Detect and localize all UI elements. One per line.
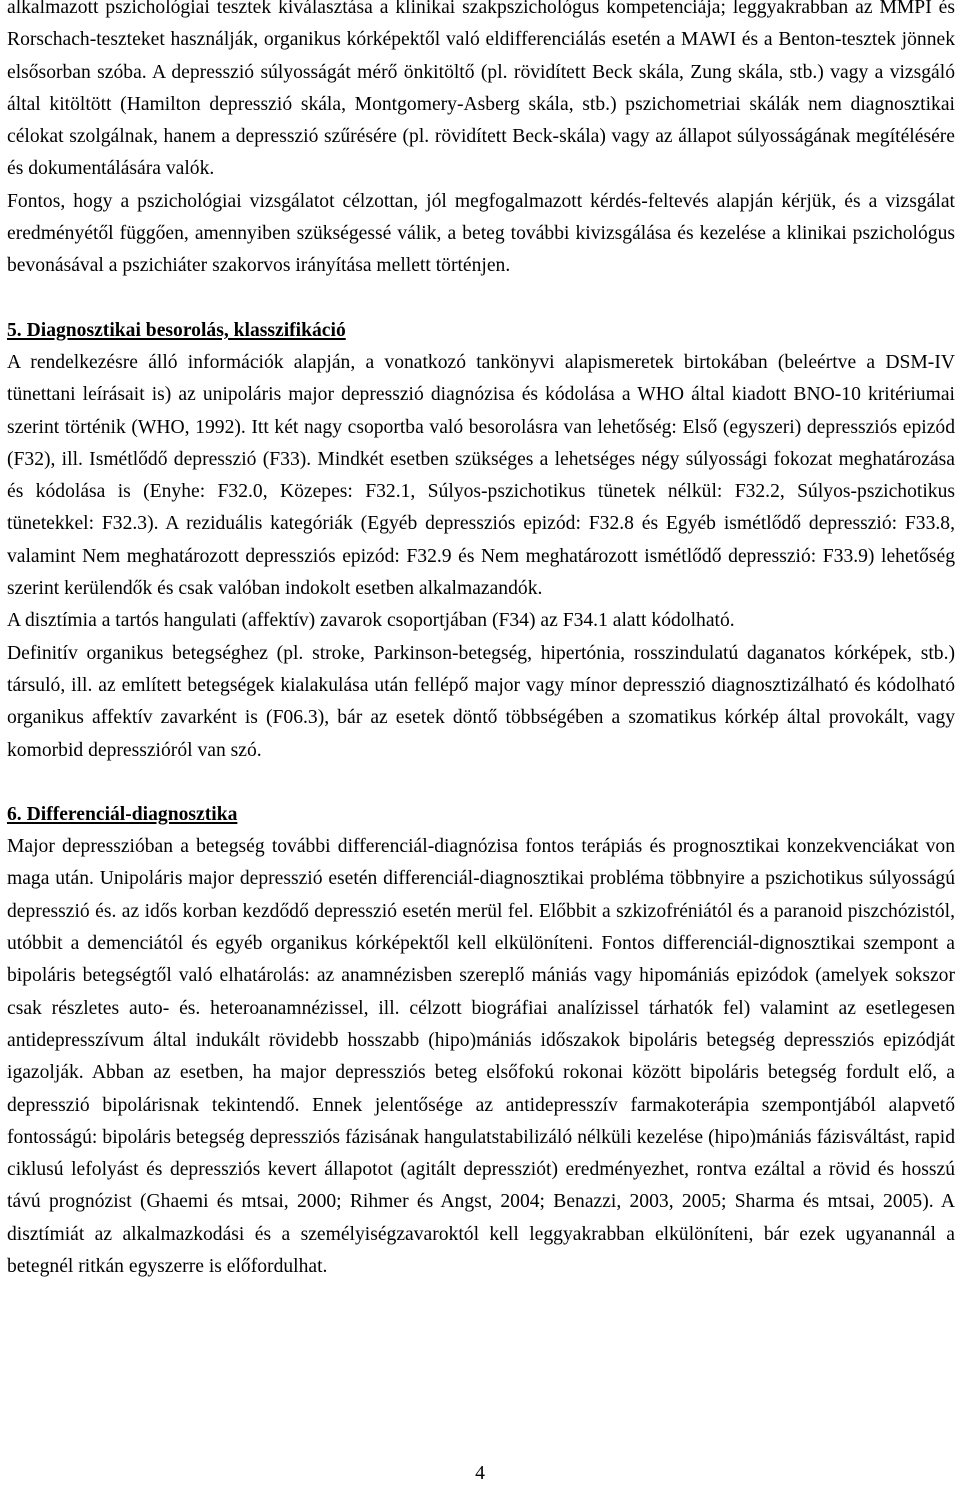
section-paragraph: Definitív organikus betegséghez (pl. stroke, Parkinson-betegség, hipertónia, rosszindulatú daganatos kórképek, stb.) társuló, ill. az említett betegségek kialakulása után fellépő major vagy mínor depresszió diagnosztizálható és kódolható organikus affektív zavarként is (F06.3), bár az esetek döntő többségében a szomatikus kórkép által provokált, vagy komorbid depresszióról van szó. xyxy=(7,642,955,761)
section-paragraph: Major depresszióban a betegség további differenciál-diagnózisa fontos terápiás és prognosztikai konzekvenciákat von maga után. Unipoláris major depresszió esetén differenciál-diagnosztikai probléma többnyire a pszichotikus súlyosságú depresszió és. az idős korban kezdődő depresszió esetén merül fel. Előbbit a szkizofréniától és a paranoid piszchózistól, utóbbit a demenciától és egyéb organikus kórképektől kell elkülöníteni. Fontos differenciál-dignosztikai szempont a bipoláris betegségtől való elhatárolás: az anamnézisben szereplő mániás vagy hipomániás epizódok (amelyek sokszor csak részletes auto- és. heteroanamnézissel, ill. célzott biográfiai analízissel tárhatók fel) valamint az esetlegesen antidepresszívum által indukált rövidebb hosszabb (hipo)mániás időszakok bipoláris betegség depressziós epizódját igazolják. Abban az esetben, ha major depressziós beteg elsőfokú rokonai között bipoláris betegség fordult elő, a depresszió bipolárisnak tekintendő. Ennek jelentősége az antidepresszív farmakoterápia szempontjából alapvető fontosságú: bipoláris betegség depressziós fázisának hangulatstabilizáló nélküli kezelése (hipo)mániás fázisváltást, rapid ciklusú lefolyást és depressziós kevert állapotot (agitált depressziót) eredményezhet, rontva ezáltal a rövid és hosszú távú prognózist (Ghaemi és mtsai, 2000; Rihmer és Angst, 2004; Benazzi, 2003, 2005; Sharma és mtsai, 2005). A disztímiát az alkalmazkodási és a személyiségzavaroktól kell leggyakrabban elkülöníteni, bár ezek ugyanannál a betegnél ritkán egyszerre is előfordulhat. xyxy=(7,836,955,1277)
intro-paragraph: alkalmazott pszichológiai tesztek kiválasztása a klinikai szakpszichológus kompetenciája; leggyakrabban az MMPI és Rorschach-teszteket használják, organikus kórképektől való eldifferenciálás esetén a MAWI és a Benton-tesztek jönnek elsősorban szóba. A depresszió súlyosságát mérő önkitöltő (pl. rövidített Beck skála, Zung skála, stb.) vagy a vizsgáló által kitöltött (Hamilton depresszió skála, Montgomery-Asberg skála, stb.) pszichometriai skálák nem diagnosztikai célokat szolgálnak, hanem a depresszió szűrésére (pl. rövidített Beck-skála) vagy az állapot súlyosságának megítélésére és dokumentálására valók. xyxy=(7,0,955,180)
section-heading: 6. Differenciál-diagnosztika xyxy=(7,803,238,825)
page-number: 4 xyxy=(475,1463,485,1484)
section-spacer xyxy=(7,767,955,799)
intro-paragraph: Fontos, hogy a pszichológiai vizsgálatot célzottan, jól megfogalmazott kérdés-feltevés alapján kérjük, és a vizsgálat eredményétől függően, amennyiben szükségessé válik, a beteg további kivizsgálása és kezelése a klinikai pszichológus bevonásával a pszichiáter szakorvos irányítása mellett történjen. xyxy=(7,190,955,277)
section-paragraph: A rendelkezésre álló információk alapján, a vonatkozó tankönyvi alapismeretek birtokában (beleértve a DSM-IV tünettani leírásait is) az unipoláris major depresszió diagnózisa és kódolása a WHO által kiadott BNO-10 kritériumai szerint történik (WHO, 1992). Itt két nagy csoportba való besorolásra van lehetőség: Első (egyszeri) depressziós epizód (F32), ill. Ismétlődő depresszió (F33). Mindkét esetben szükséges a lehetséges négy súlyossági fokozat meghatározása és kódolása is (Enyhe: F32.0, Közepes: F32.1, Súlyos-pszichotikus tünetek nélkül: F32.2, Súlyos-pszichotikus tünetekkel: F32.3). A reziduális kategóriák (Egyéb depressziós epizód: F32.8 és Egyéb ismétlődő depresszió: F33.8, valamint Nem meghatározott depressziós epizód: F32.9 és Nem meghatározott ismétlődő depresszió: F33.9) lehetőség szerint kerülendők és csak valóban indokolt esetben alkalmazandók. xyxy=(7,351,955,600)
section-paragraph: A disztímia a tartós hangulati (affektív) zavarok csoportjában (F34) az F34.1 alatt kódolható. xyxy=(7,610,735,632)
document-body xyxy=(7,0,955,1283)
section-spacer xyxy=(7,283,955,315)
section-heading: 5. Diagnosztikai besorolás, klasszifikáció xyxy=(7,319,346,341)
